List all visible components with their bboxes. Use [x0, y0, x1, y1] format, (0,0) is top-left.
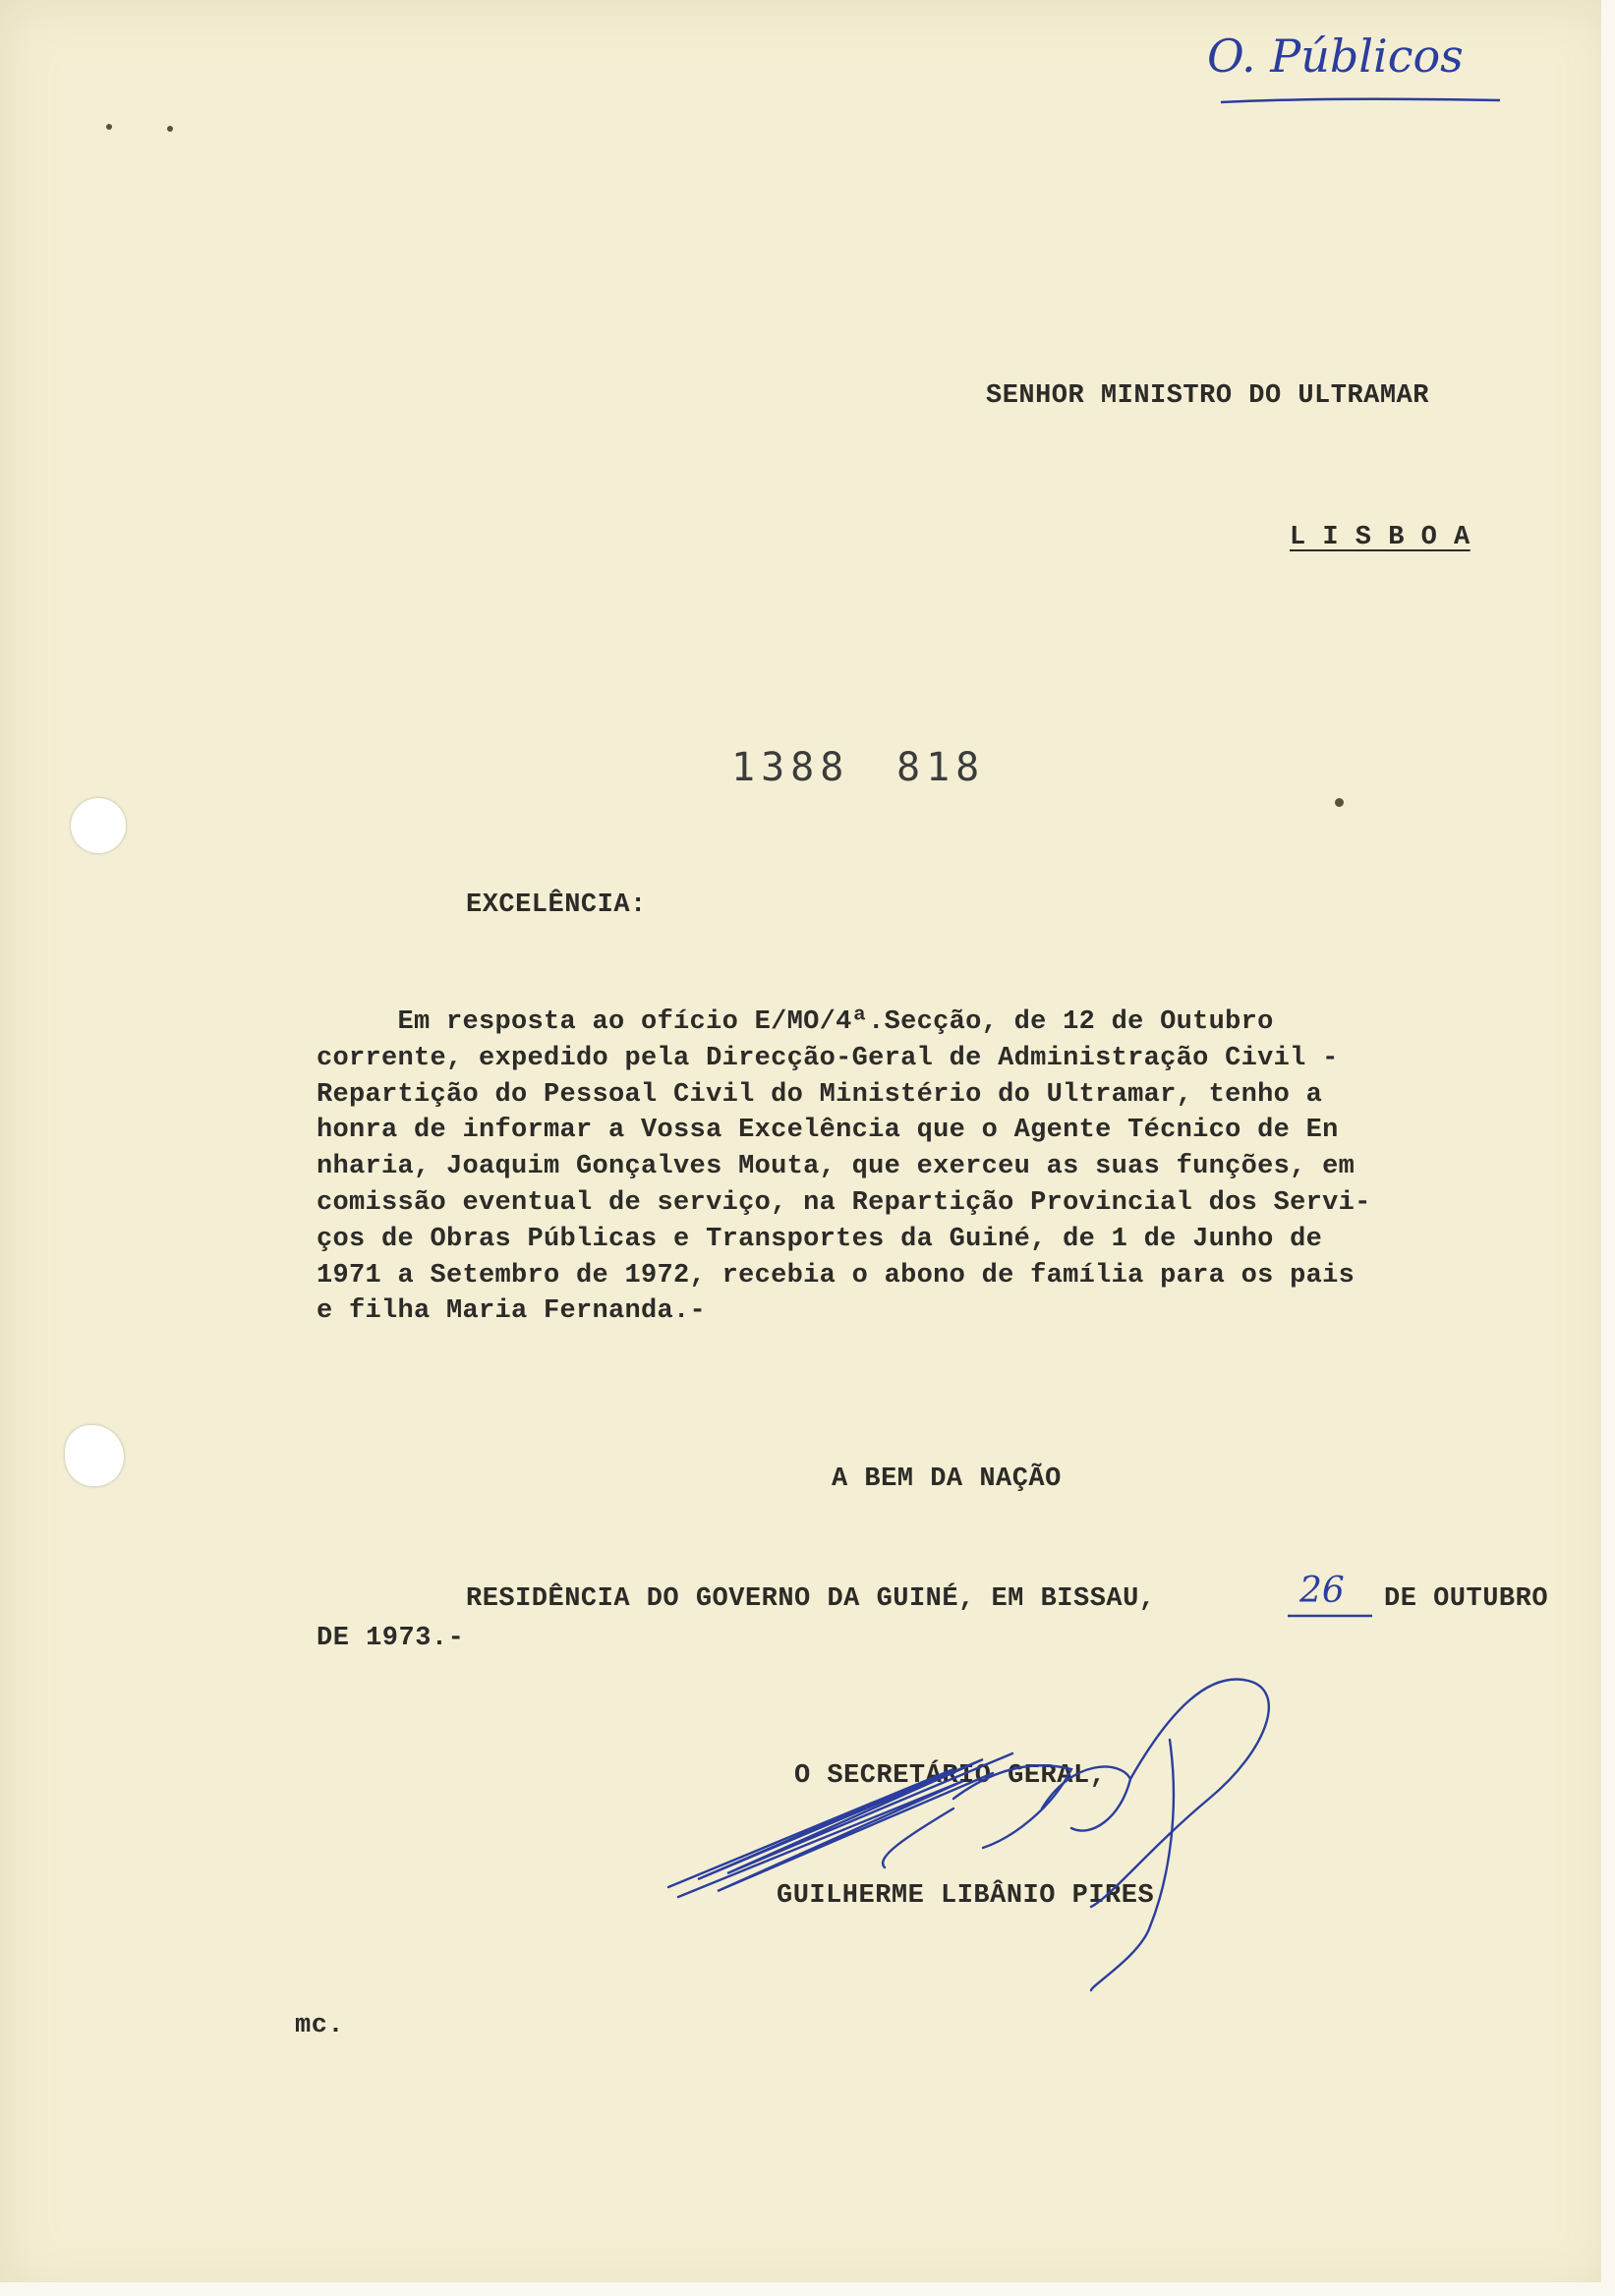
letter-body — [317, 1004, 1545, 1330]
handwritten-annotation: O. Públicos — [1207, 29, 1464, 83]
body-line: nharia, Joaquim Gonçalves Mouta, que exerceu as suas funções, em — [317, 1152, 1355, 1182]
body-line: e filha Maria Fernanda.- — [317, 1296, 707, 1327]
addressee-title: SENHOR MINISTRO DO ULTRAMAR — [986, 381, 1429, 411]
punch-hole — [65, 1425, 124, 1486]
scan-edge-bottom — [0, 2282, 1615, 2296]
place-date-year: DE 1973.- — [317, 1624, 465, 1653]
handwritten-day: 26 — [1299, 1571, 1345, 1611]
closing-formula: A BEM DA NAÇÃO — [832, 1464, 1062, 1494]
registry-number-secondary: 818 — [896, 745, 986, 790]
body-line: Repartição do Pessoal Civil do Ministério do Ultramar, tenho a — [317, 1079, 1323, 1110]
salutation: EXCELÊNCIA: — [466, 890, 647, 920]
signatory-name: GUILHERME LIBÂNIO PIRES — [777, 1881, 1155, 1911]
body-line: comissão eventual de serviço, na Repartição Provincial dos Servi- — [317, 1187, 1371, 1218]
body-line: honra de informar a Vossa Excelência que o Agente Técnico de En — [317, 1116, 1339, 1146]
typist-initials: mc. — [295, 2011, 345, 2040]
ink-speck — [106, 124, 112, 130]
date-underline — [1286, 1612, 1374, 1620]
annotation-underline — [1219, 94, 1504, 106]
place-date-prefix: RESIDÊNCIA DO GOVERNO DA GUINÉ, EM BISSAU, — [466, 1584, 1156, 1614]
registry-number: 1388 — [731, 745, 850, 790]
punch-hole — [71, 798, 126, 853]
handwritten-signature — [659, 1651, 1307, 2005]
place-date-suffix: DE OUTUBRO — [1384, 1584, 1549, 1614]
ink-speck — [167, 126, 173, 132]
body-line: 1971 a Setembro de 1972, recebia o abono de família para os pais — [317, 1260, 1355, 1291]
ink-dot — [1335, 798, 1344, 807]
addressee-city: L I S B O A — [1290, 523, 1471, 552]
scan-edge-right — [1601, 0, 1615, 2296]
body-line: ços de Obras Públicas e Transportes da Guiné, de 1 de Junho de — [317, 1224, 1323, 1254]
body-line: Em resposta ao ofício E/MO/4ª.Secção, de 12 de Outubro — [317, 1007, 1274, 1037]
signatory-title: O SECRETÁRIO GERAL, — [794, 1761, 1107, 1791]
body-line: corrente, expedido pela Direcção-Geral de Administração Civil - — [317, 1043, 1339, 1073]
